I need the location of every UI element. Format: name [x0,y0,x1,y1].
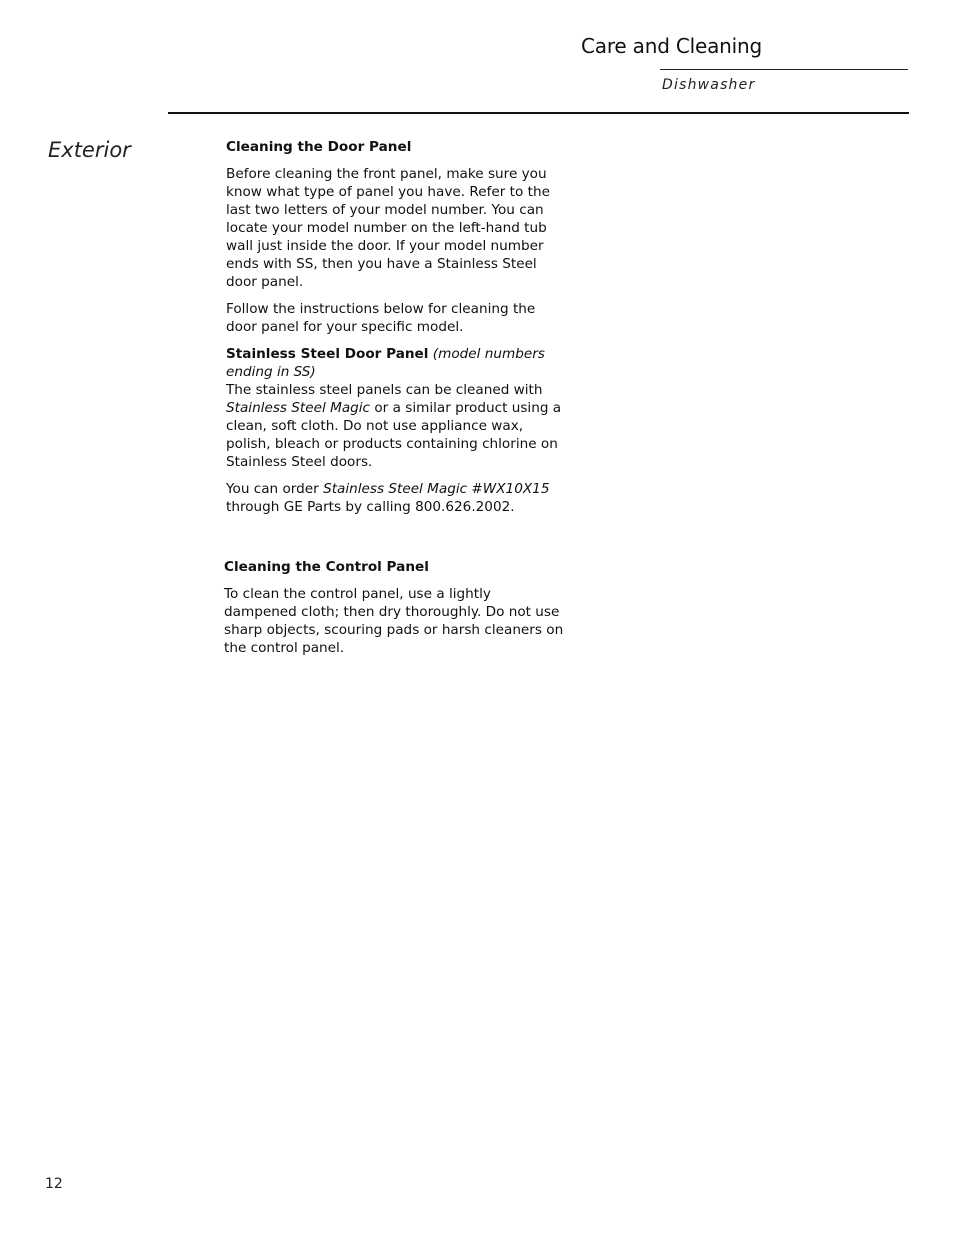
stainless-para-1-text-b: or a similar product using a clean, soft cloth. Do not use appliance wax, polish, bleach or products containing chlorine on Stainless Steel doors. [226,400,562,470]
page-header-subtitle: Dishwasher [662,77,756,93]
door-panel-para-1: Before cleaning the front panel, make sure you know what type of panel you have. Refer to the last two letters of your model number. You can locate your model number on the left-hand tub wall just inside the door. If your model number ends with SS, then you have a Stainless Steel door panel. [226,166,550,290]
control-panel-para: To clean the control panel, use a lightly dampened cloth; then dry thoroughly. Do not use sharp objects, scouring pads or harsh cleaners on the control panel. [224,586,564,656]
page-number: 12 [45,1176,63,1192]
door-panel-section [226,138,566,525]
section-title: Exterior [48,138,131,162]
stainless-para-2 [226,480,566,516]
door-panel-para-2: Follow the instructions below for cleaning the door panel for your specific model. [226,301,536,335]
control-panel-heading: Cleaning the Control Panel [224,559,429,575]
stainless-product-name: Stainless Steel Magic [226,400,371,416]
stainless-heading: Stainless Steel Door Panel [226,346,429,362]
stainless-para-2-text-b: through GE Parts by calling 800.626.2002. [226,499,515,515]
door-panel-heading: Cleaning the Door Panel [226,139,412,155]
control-panel-section [224,558,564,666]
stainless-product-order-name: Stainless Steel Magic #WX10X15 [323,481,550,497]
section-divider [168,112,909,114]
stainless-para-1 [226,381,566,471]
header-divider [660,69,908,70]
stainless-para-1-text-a: The stainless steel panels can be cleaned with [226,382,543,398]
stainless-model-note: (model numbers ending in SS) [226,346,545,380]
page-header-title: Care and Cleaning [581,34,762,58]
stainless-subheading [226,345,566,381]
stainless-para-2-text-a: You can order [226,481,324,497]
